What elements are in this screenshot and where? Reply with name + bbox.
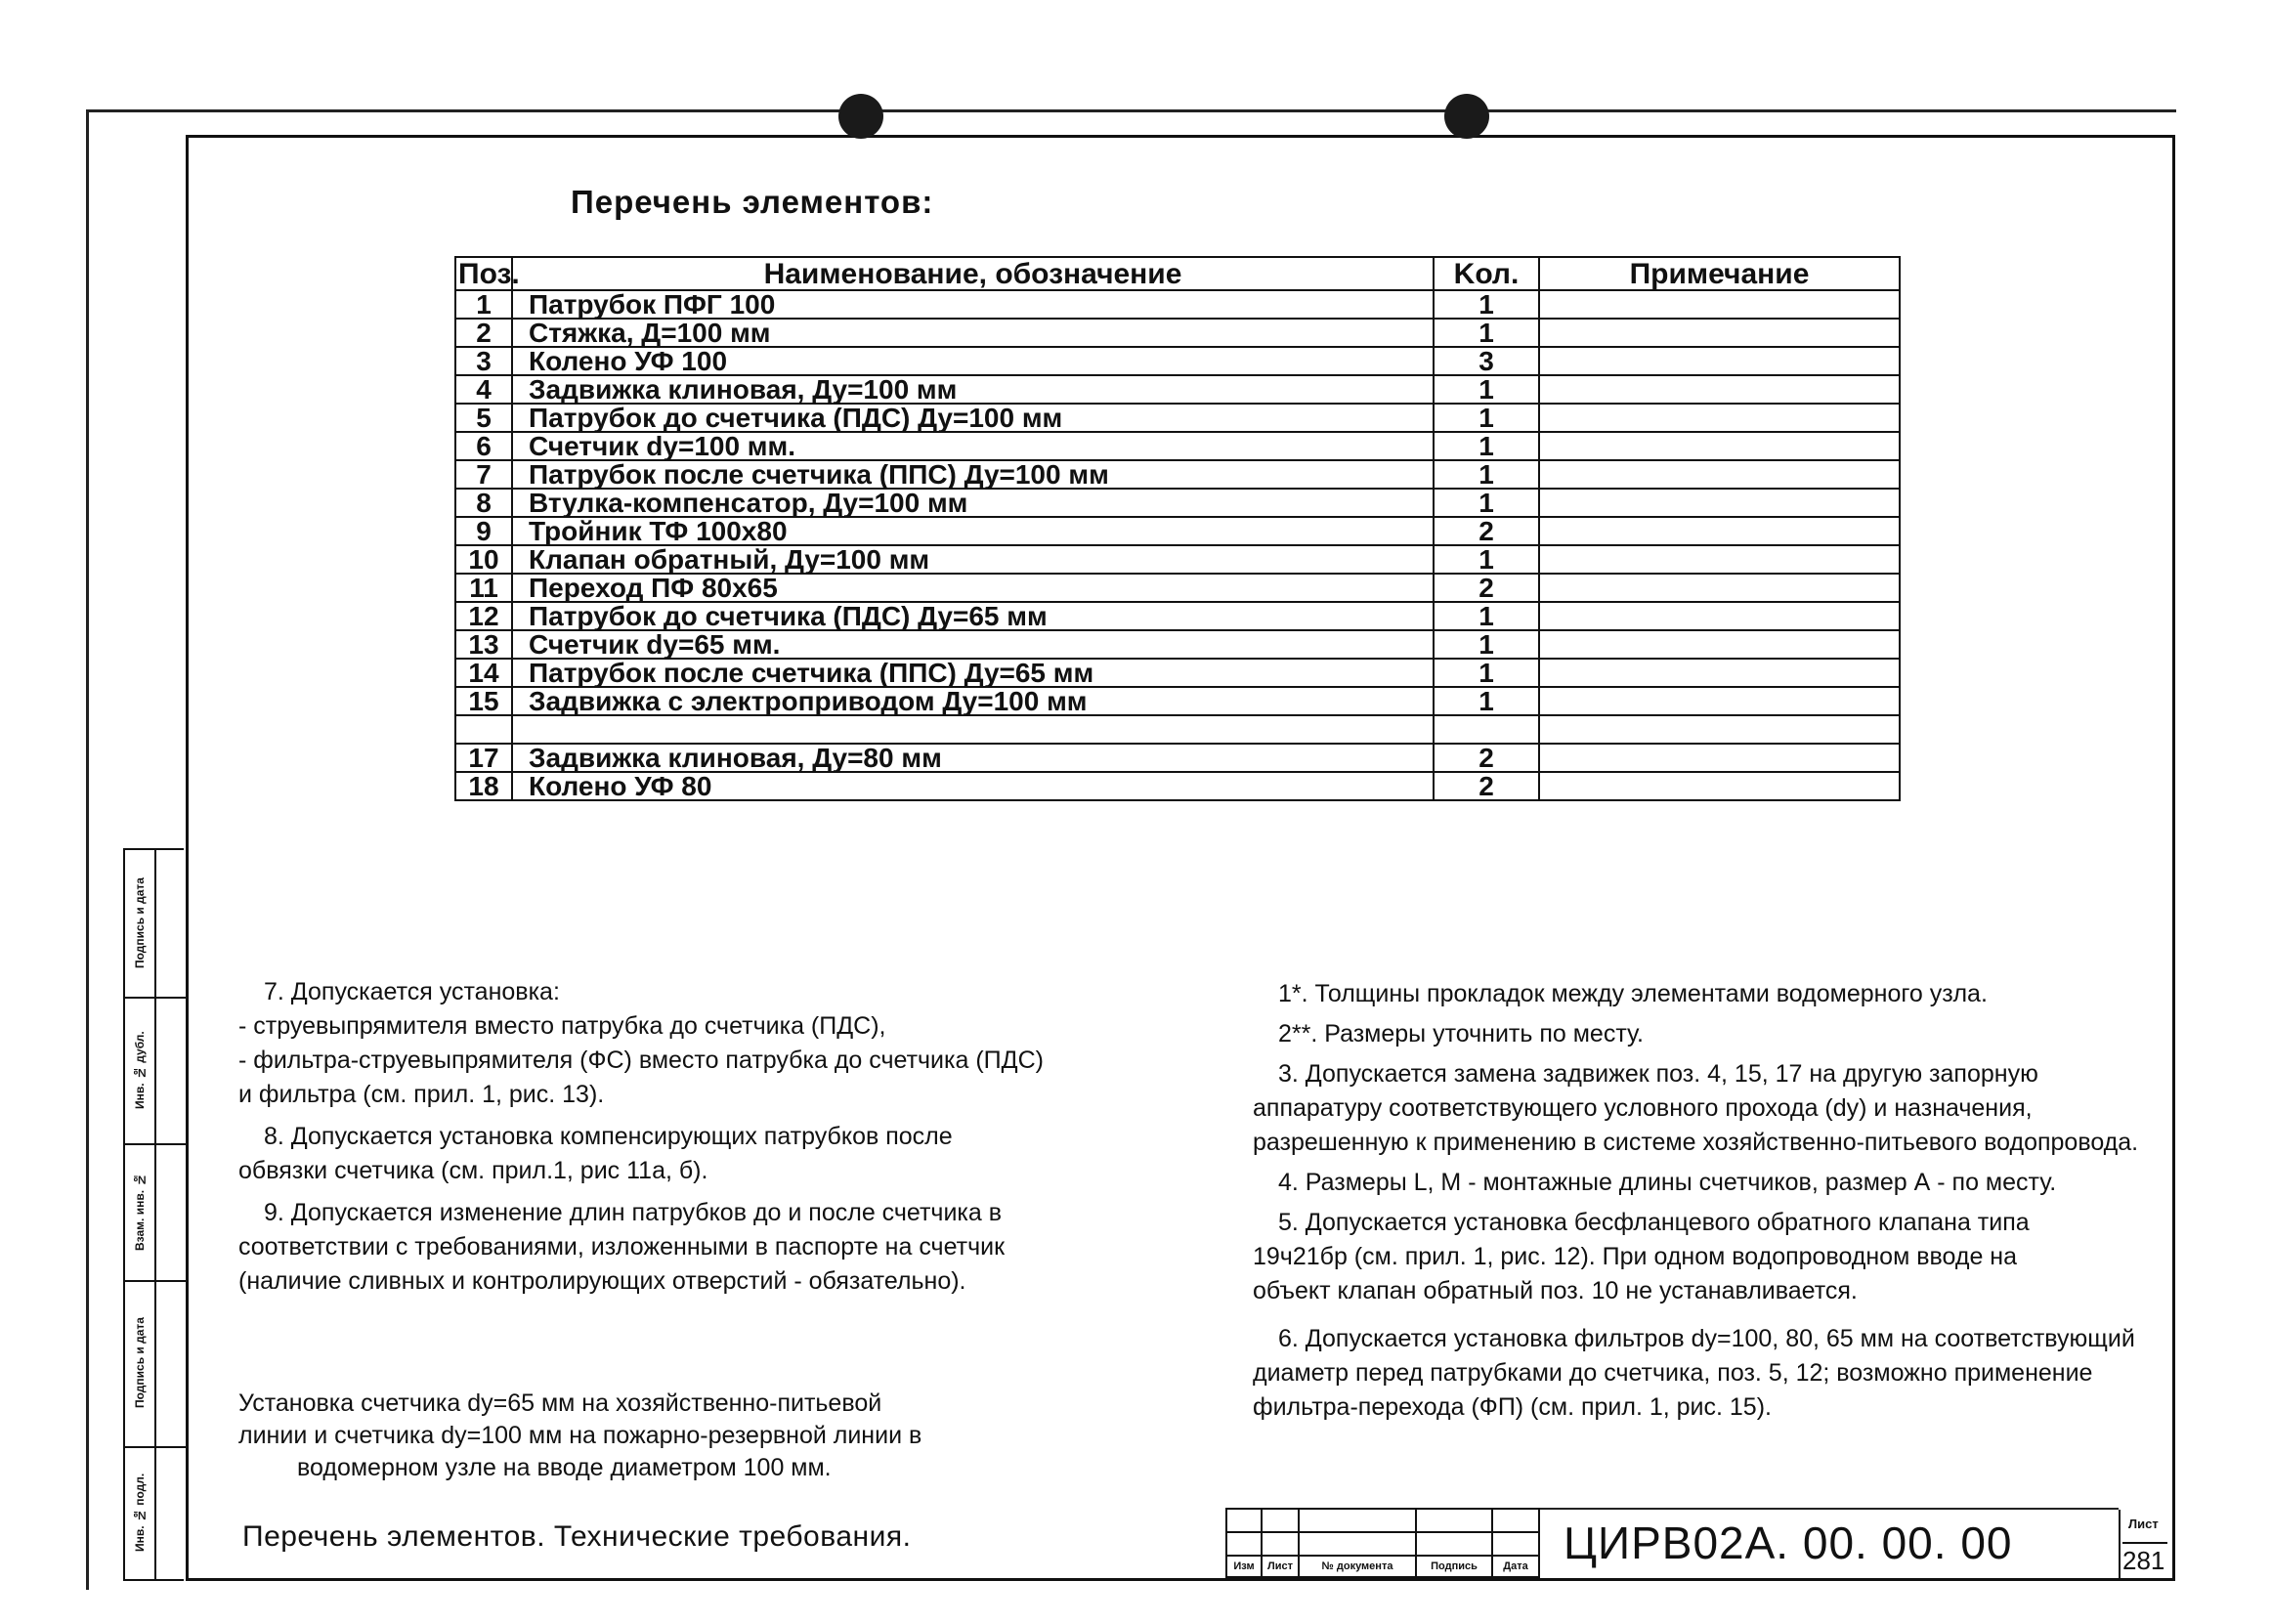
note-8-line: 8. Допускается установка компенсирующих патрубков после xyxy=(264,1123,953,1150)
cell-pos: 6 xyxy=(455,432,512,460)
stamp-label: № документа xyxy=(1299,1556,1416,1577)
table-row xyxy=(455,602,1900,630)
cell-note xyxy=(1539,772,1900,800)
note-5-line: 5. Допускается установка бесфланцевого обратного клапана типа xyxy=(1278,1209,2030,1236)
cell-pos: 17 xyxy=(455,744,512,772)
strip-label: Инв. № дубл. xyxy=(133,1031,147,1109)
sheet-label: Лист xyxy=(2128,1517,2159,1531)
cell-name: Колено УФ 100 xyxy=(512,347,1434,375)
cell-qty: 1 xyxy=(1434,659,1539,687)
table-row xyxy=(455,772,1900,800)
sheet-number: 281 xyxy=(2122,1542,2167,1576)
cell-qty: 1 xyxy=(1434,687,1539,715)
cell-name: Клапан обратный, Ду=100 мм xyxy=(512,545,1434,574)
note-9-line: 9. Допускается изменение длин патрубков до и после счетчика в xyxy=(264,1199,1003,1226)
cell-name: Тройник ТФ 100х80 xyxy=(512,517,1434,545)
cell-name: Патрубок до счетчика (ПДС) Ду=65 мм xyxy=(512,602,1434,630)
table-row xyxy=(455,659,1900,687)
drawing-caption xyxy=(238,1388,1040,1484)
cell-qty: 1 xyxy=(1434,602,1539,630)
binder-hole-icon xyxy=(838,94,883,139)
cell-pos: 1 xyxy=(455,290,512,319)
cell-qty: 1 xyxy=(1434,489,1539,517)
table-row xyxy=(455,517,1900,545)
cell-qty: 2 xyxy=(1434,744,1539,772)
footer-title: Перечень элементов. Технические требования. xyxy=(242,1520,912,1553)
cell-note xyxy=(1539,460,1900,489)
cell-pos: 3 xyxy=(455,347,512,375)
stamp-top-line xyxy=(1558,1508,2119,1510)
side-stamp-strip xyxy=(123,848,184,1581)
cell-note xyxy=(1539,290,1900,319)
table-row xyxy=(455,432,1900,460)
note-8-line: обвязки счетчика (см. прил.1, рис 11а, б). xyxy=(238,1157,708,1184)
left-notes xyxy=(238,975,1098,1299)
cell-name: Стяжка, Д=100 мм xyxy=(512,319,1434,347)
document-code: ЦИРВ02А. 00. 00. 00 xyxy=(1564,1517,2013,1568)
cell-note xyxy=(1539,715,1900,744)
table-row xyxy=(455,545,1900,574)
cell-pos: 9 xyxy=(455,517,512,545)
header-pos: Поз. xyxy=(455,257,512,290)
cell-qty: 1 xyxy=(1434,290,1539,319)
header-note: Примечание xyxy=(1539,257,1900,290)
note-7-title: 7. Допускается установка: xyxy=(264,978,560,1005)
table-row xyxy=(455,630,1900,659)
strip-label: Подпись и дата xyxy=(133,1317,147,1409)
note-5-line: объект клапан обратный поз. 10 не устанавливается. xyxy=(1253,1277,1858,1304)
table-row xyxy=(455,375,1900,404)
cell-note xyxy=(1539,347,1900,375)
table-row xyxy=(455,489,1900,517)
cell-qty: 1 xyxy=(1434,404,1539,432)
note-7-line: - струевыпрямителя вместо патрубка до счетчика (ПДС), xyxy=(238,1012,886,1040)
binder-hole-icon xyxy=(1444,94,1489,139)
caption-line: линии и счетчика dy=100 мм на пожарно-резервной линии в xyxy=(238,1422,922,1449)
table-header-row xyxy=(455,257,1900,290)
cell-qty xyxy=(1434,715,1539,744)
cell-pos: 2 xyxy=(455,319,512,347)
cell-qty: 1 xyxy=(1434,432,1539,460)
note-9-line: (наличие сливных и контролирующих отверстий - обязательно). xyxy=(238,1267,966,1295)
note-7-line: - фильтра-струевыпрямителя (ФС) вместо патрубка до счетчика (ПДС) xyxy=(238,1047,1044,1074)
table-row xyxy=(455,290,1900,319)
note-3-line: разрешенную к применению в системе хозяйственно-питьевого водопровода. xyxy=(1253,1129,2139,1156)
note-6-line: диаметр перед патрубками до счетчика, поз. 5, 12; возможно применение xyxy=(1253,1359,2093,1387)
cell-pos: 10 xyxy=(455,545,512,574)
cell-note xyxy=(1539,432,1900,460)
table-row xyxy=(455,347,1900,375)
note-3-line: 3. Допускается замена задвижек поз. 4, 15, 17 на другую запорную xyxy=(1278,1060,2038,1088)
table-row xyxy=(455,715,1900,744)
cell-name: Задвижка клиновая, Ду=80 мм xyxy=(512,744,1434,772)
note-6-line: фильтра-перехода (ФП) (см. прил. 1, рис. 15). xyxy=(1253,1393,1772,1421)
caption-line: водомерном узле на вводе диаметром 100 мм. xyxy=(297,1454,832,1481)
cell-note xyxy=(1539,319,1900,347)
cell-qty: 1 xyxy=(1434,545,1539,574)
cell-qty: 2 xyxy=(1434,574,1539,602)
cell-name: Переход ПФ 80х65 xyxy=(512,574,1434,602)
cell-note xyxy=(1539,574,1900,602)
note-5-line: 19ч21бр (см. прил. 1, рис. 12). При одном водопроводном вводе на xyxy=(1253,1243,2018,1270)
cell-pos: 8 xyxy=(455,489,512,517)
cell-note xyxy=(1539,659,1900,687)
cell-pos: 18 xyxy=(455,772,512,800)
caption-line: Установка счетчика dy=65 мм на хозяйственно-питьевой xyxy=(238,1389,882,1417)
cell-pos: 15 xyxy=(455,687,512,715)
table-row xyxy=(455,319,1900,347)
header-qty: Kол. xyxy=(1434,257,1539,290)
cell-name: Колено УФ 80 xyxy=(512,772,1434,800)
cell-pos: 12 xyxy=(455,602,512,630)
note-7-line: и фильтра (см. прил. 1, рис. 13). xyxy=(238,1081,605,1108)
note-6-line: 6. Допускается установка фильтров dy=100, 80, 65 мм на соответствующий xyxy=(1278,1325,2135,1352)
strip-label: Подпись и дата xyxy=(133,877,147,969)
cell-note xyxy=(1539,744,1900,772)
cell-note xyxy=(1539,375,1900,404)
elements-table xyxy=(454,256,1901,801)
cell-pos: 5 xyxy=(455,404,512,432)
stamp-label: Лист xyxy=(1262,1556,1299,1577)
cell-name: Патрубок после счетчика (ППС) Ду=100 мм xyxy=(512,460,1434,489)
revision-stamp xyxy=(1225,1508,1540,1578)
cell-name: Задвижка клиновая, Ду=100 мм xyxy=(512,375,1434,404)
strip-label: Инв. № подл. xyxy=(133,1473,147,1553)
cell-name xyxy=(512,715,1434,744)
cell-note xyxy=(1539,602,1900,630)
header-name: Наименование, обозначение xyxy=(512,257,1434,290)
cell-qty: 1 xyxy=(1434,460,1539,489)
cell-name: Патрубок ПФГ 100 xyxy=(512,290,1434,319)
note-9-line: соответствии с требованиями, изложенными в паспорте на счетчик xyxy=(238,1233,1006,1261)
cell-name: Счетчик dy=100 мм. xyxy=(512,432,1434,460)
cell-qty: 2 xyxy=(1434,772,1539,800)
cell-qty: 1 xyxy=(1434,319,1539,347)
table-row xyxy=(455,687,1900,715)
table-row xyxy=(455,404,1900,432)
cell-pos: 4 xyxy=(455,375,512,404)
cell-qty: 3 xyxy=(1434,347,1539,375)
cell-pos: 14 xyxy=(455,659,512,687)
right-notes xyxy=(1253,977,2181,1431)
cell-note xyxy=(1539,545,1900,574)
page-heading: Перечень элементов: xyxy=(571,184,934,220)
table-row xyxy=(455,460,1900,489)
note-1: 1*. Толщины прокладок между элементами водомерного узла. xyxy=(1278,980,1988,1007)
strip-label: Взам. инв. № xyxy=(133,1173,147,1251)
cell-name: Втулка-компенсатор, Ду=100 мм xyxy=(512,489,1434,517)
note-2: 2**. Размеры уточнить по месту. xyxy=(1278,1020,1644,1047)
note-4: 4. Размеры L, M - монтажные длины счетчиков, размер А - по месту. xyxy=(1278,1169,2057,1196)
table-row xyxy=(455,574,1900,602)
cell-note xyxy=(1539,489,1900,517)
cell-note xyxy=(1539,687,1900,715)
cell-note xyxy=(1539,404,1900,432)
cell-qty: 1 xyxy=(1434,630,1539,659)
note-3-line: аппаратуру соответствующего условного прохода (dy) и назначения, xyxy=(1253,1094,2033,1122)
cell-pos: 11 xyxy=(455,574,512,602)
cell-name: Счетчик dy=65 мм. xyxy=(512,630,1434,659)
cell-qty: 1 xyxy=(1434,375,1539,404)
stamp-label: Изм xyxy=(1226,1556,1262,1577)
stamp-label: Подпись xyxy=(1416,1556,1492,1577)
cell-note xyxy=(1539,630,1900,659)
strip-divider xyxy=(154,850,156,1579)
cell-note xyxy=(1539,517,1900,545)
cell-qty: 2 xyxy=(1434,517,1539,545)
cell-pos: 7 xyxy=(455,460,512,489)
cell-name: Патрубок до счетчика (ПДС) Ду=100 мм xyxy=(512,404,1434,432)
cell-pos: 13 xyxy=(455,630,512,659)
stamp-label: Дата xyxy=(1492,1556,1539,1577)
cell-pos xyxy=(455,715,512,744)
cell-name: Патрубок после счетчика (ППС) Ду=65 мм xyxy=(512,659,1434,687)
table-row xyxy=(455,744,1900,772)
cell-name: Задвижка с электроприводом Ду=100 мм xyxy=(512,687,1434,715)
